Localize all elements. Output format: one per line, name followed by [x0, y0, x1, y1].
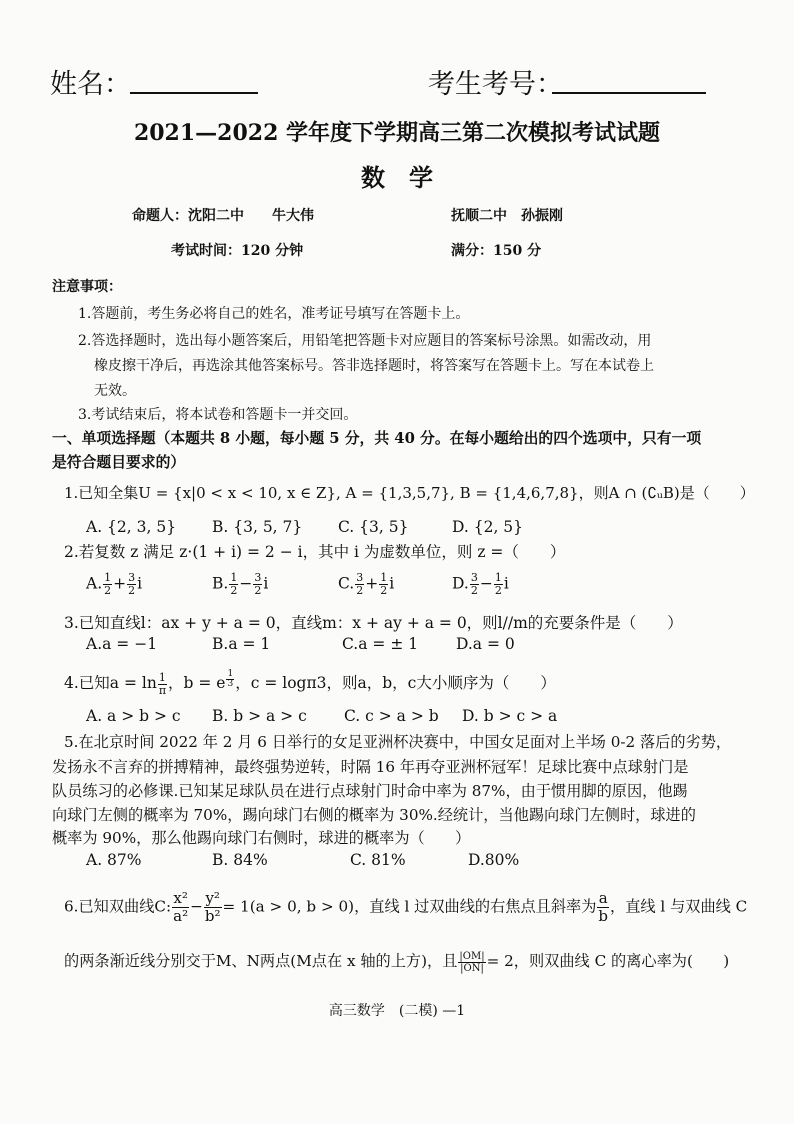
exam-score: 满分：150 分: [451, 243, 542, 259]
q2-option-c: C. $\frac{3}{2}$ + $\frac{1}{2}$ i: [338, 571, 395, 597]
question-6-line-2: 的两条渐近线分别交于M、N两点(M点在 x 轴的上方)，且 $\frac{|OM|}{|ON|}$ = 2，则双曲线 C 的离心率为( ): [64, 950, 730, 974]
question-2-stem: 2.若复数 z 满足 z·(1 + i) = 2 − i，其中 i 为虚数单位，则 z =（ ）: [64, 543, 566, 561]
question-5-line: 5.在北京时间 2022 年 2 月 6 日举行的女足亚洲杯决赛中，中国女足面对上半场 0-2 落后的劣势，: [64, 733, 732, 751]
q3-option-c: C.a = ± 1: [342, 635, 419, 653]
q2-option-d: D. $\frac{3}{2}$ − $\frac{1}{2}$ i: [452, 571, 509, 597]
q3-option-b: B.a = 1: [212, 635, 271, 653]
q1-option-b: B. {3, 5, 7}: [212, 518, 303, 536]
q2-option-a: A. $\frac{1}{2}$ + $\frac{3}{2}$ i: [86, 571, 143, 597]
question-5-line: 概率为 90%，那么他踢向球门右侧时，球进的概率为（ ）: [52, 829, 471, 847]
q3-option-a: A.a = −1: [86, 635, 158, 653]
q5-option-c: C. 81%: [350, 851, 406, 869]
q3-option-d: D.a = 0: [456, 635, 515, 653]
q2-option-b: B. $\frac{1}{2}$ − $\frac{3}{2}$ i: [212, 571, 269, 597]
question-5-line: 向球门左侧的概率为 70%，踢向球门右侧的概率为 30%.经统计，当他踢向球门左侧时，球进的: [52, 806, 696, 824]
notice-item: 1.答题前，考生务必将自己的姓名，准考证号填写在答题卡上。: [78, 306, 470, 322]
q1-option-a: A. {2, 3, 5}: [86, 518, 177, 536]
page-footer: 高三数学 (二模) —1: [328, 1003, 466, 1019]
q4-option-b: B. b > a > c: [212, 707, 307, 725]
notice-item: 无效。: [94, 383, 136, 399]
q4-option-c: C. c > a > b: [344, 707, 439, 725]
question-5-line: 队员练习的必修课.已知某足球队员在进行点球射门时命中率为 87%，由于惯用脚的原因，他踢: [52, 782, 688, 800]
exam-time: 考试时间：120 分钟: [171, 243, 304, 259]
exam-number-label: 考生考号：: [428, 69, 563, 100]
question-4-stem: 4.已知a = ln $\frac{1}{\pi}$ ，b = e $^{\frac{1}{3}}$ ，c = logπ3，则a，b，c大小顺序为（ ）: [64, 669, 556, 697]
authors-primary: 命题人：沈阳二中 牛大伟: [132, 208, 314, 224]
subject-title: 数 学: [361, 164, 433, 192]
name-label: 姓名：: [50, 69, 131, 100]
q5-option-d: D.80%: [468, 851, 520, 869]
notice-heading: 注意事项：: [52, 279, 122, 295]
section-heading-cont: 是符合题目要求的）: [52, 454, 186, 471]
q4-option-a: A. a > b > c: [86, 707, 181, 725]
authors-secondary: 抚顺二中 孙振刚: [451, 208, 563, 224]
question-6-line-1: 6.已知双曲线C: $\frac{\text{x²}}{\text{a²}}$ − $\frac{\text{y²}}{\text{b²}}$ = 1(a > 0, b > 0)，直线 l 过双曲线的右焦点且斜率为 $\frac{a}{b}$ ，直线 l 与双曲线 C: [64, 889, 748, 925]
notice-item: 3.考试结束后，将本试卷和答题卡一并交回。: [78, 407, 358, 423]
notice-item: 2.答选择题时，选出每小题答案后，用铅笔把答题卡对应题目的答案标号涂黑。如需改动，用: [78, 333, 652, 349]
question-3-stem: 3.已知直线l：ax + y + a = 0，直线m：x + ay + a = 0，则l//m的充要条件是（ ）: [64, 614, 683, 632]
q1-option-d: D. {2, 5}: [452, 518, 524, 536]
question-1-stem: 1.已知全集U = {x|0 < x < 10, x ∈ Z}, A = {1,3,5,7}, B = {1,4,6,7,8}，则A ∩ (∁ᵤB)是（ ）: [64, 484, 755, 502]
notice-item: 橡皮擦干净后，再选涂其他答案标号。答非选择题时，将答案写在答题卡上。写在本试卷上: [94, 358, 654, 374]
section-heading: 一、单项选择题（本题共 8 小题，每小题 5 分，共 40 分。在每小题给出的四个选项中，只有一项: [52, 430, 702, 447]
name-blank: [130, 92, 258, 94]
q5-option-a: A. 87%: [86, 851, 142, 869]
q4-option-d: D. b > c > a: [462, 707, 558, 725]
exam-number-blank: [552, 92, 706, 94]
q5-option-b: B. 84%: [212, 851, 268, 869]
exam-title: 2021—2022 学年度下学期高三第二次模拟考试试题: [133, 120, 661, 146]
question-5-line: 发扬永不言弃的拼搏精神，最终强势逆转，时隔 16 年再夺亚洲杯冠军！足球比赛中点球射门是: [52, 758, 689, 776]
q1-option-c: C. {3, 5}: [338, 518, 409, 536]
